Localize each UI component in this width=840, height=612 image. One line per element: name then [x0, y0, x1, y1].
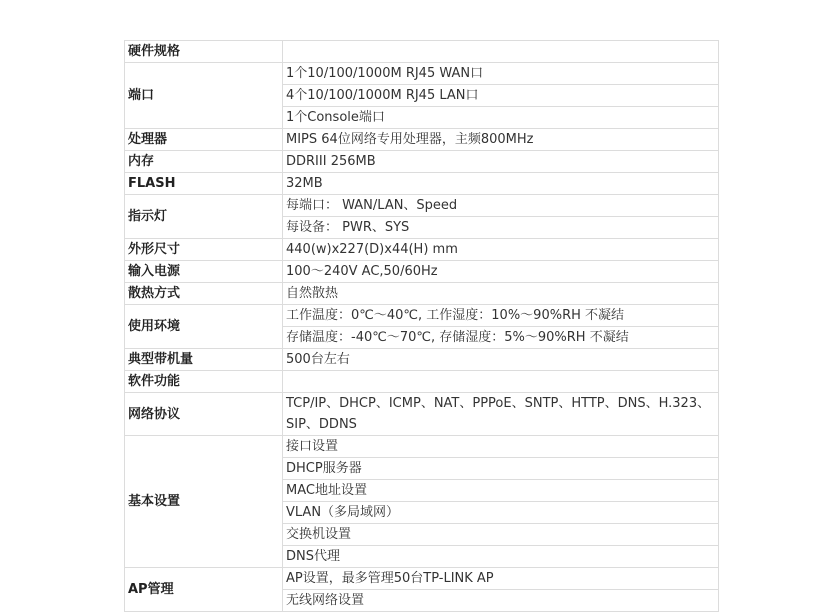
processor-label: 处理器 [125, 129, 283, 151]
basic-settings-label: 基本设置 [125, 436, 283, 568]
basic-settings-value: MAC地址设置 [283, 480, 719, 502]
processor-value: MIPS 64位网络专用处理器，主频800MHz [283, 129, 719, 151]
indicator-value-device: 每设备： PWR、SYS [283, 217, 719, 239]
section-heading-software: 软件功能 [125, 371, 283, 393]
table-row [125, 195, 719, 217]
basic-settings-value: 接口设置 [283, 436, 719, 458]
flash-label: FLASH [125, 173, 283, 195]
power-label: 输入电源 [125, 261, 283, 283]
ports-label: 端口 [125, 63, 283, 129]
environment-label: 使用环境 [125, 305, 283, 349]
cooling-value: 自然散热 [283, 283, 719, 305]
table-row [125, 349, 719, 371]
table-row [125, 568, 719, 590]
table-row [125, 283, 719, 305]
table-row [125, 393, 719, 436]
dimensions-value: 440(w)x227(D)x44(H) mm [283, 239, 719, 261]
protocols-label: 网络协议 [125, 393, 283, 436]
basic-settings-value: 交换机设置 [283, 524, 719, 546]
indicator-label: 指示灯 [125, 195, 283, 239]
environment-value-operating: 工作温度：0℃～40℃, 工作湿度：10%～90%RH 不凝结 [283, 305, 719, 327]
table-row [125, 63, 719, 85]
basic-settings-value: DHCP服务器 [283, 458, 719, 480]
memory-value: DDRIII 256MB [283, 151, 719, 173]
power-value: 100～240V AC,50/60Hz [283, 261, 719, 283]
flash-value: 32MB [283, 173, 719, 195]
protocols-line-1: TCP/IP、DHCP、ICMP、NAT、PPPoE、SNTP、HTTP、DNS、H.323、 [286, 396, 711, 411]
ap-management-label: AP管理 [125, 568, 283, 612]
basic-settings-value: VLAN（多局域网） [283, 502, 719, 524]
empty-cell [283, 41, 719, 63]
table-row [125, 41, 719, 63]
table-row [125, 239, 719, 261]
spec-table [124, 40, 719, 612]
ports-value-wan: 1个10/100/1000M RJ45 WAN口 [283, 63, 719, 85]
ap-management-value: AP设置，最多管理50台TP-LINK AP [283, 568, 719, 590]
environment-value-storage: 存储温度：-40℃～70℃, 存储湿度：5%～90%RH 不凝结 [283, 327, 719, 349]
protocols-line-2: SIP、DDNS [286, 417, 357, 432]
table-row [125, 173, 719, 195]
ap-management-value: 无线网络设置 [283, 590, 719, 612]
dimensions-label: 外形尺寸 [125, 239, 283, 261]
load-label: 典型带机量 [125, 349, 283, 371]
ports-value-lan: 4个10/100/1000M RJ45 LAN口 [283, 85, 719, 107]
empty-cell [283, 371, 719, 393]
table-row [125, 305, 719, 327]
table-row [125, 371, 719, 393]
table-row [125, 436, 719, 458]
memory-label: 内存 [125, 151, 283, 173]
section-heading-hardware: 硬件规格 [125, 41, 283, 63]
table-row [125, 151, 719, 173]
load-value: 500台左右 [283, 349, 719, 371]
table-row [125, 261, 719, 283]
table-row [125, 129, 719, 151]
ports-value-console: 1个Console端口 [283, 107, 719, 129]
basic-settings-value: DNS代理 [283, 546, 719, 568]
cooling-label: 散热方式 [125, 283, 283, 305]
indicator-value-port: 每端口： WAN/LAN、Speed [283, 195, 719, 217]
protocols-value [283, 393, 719, 436]
